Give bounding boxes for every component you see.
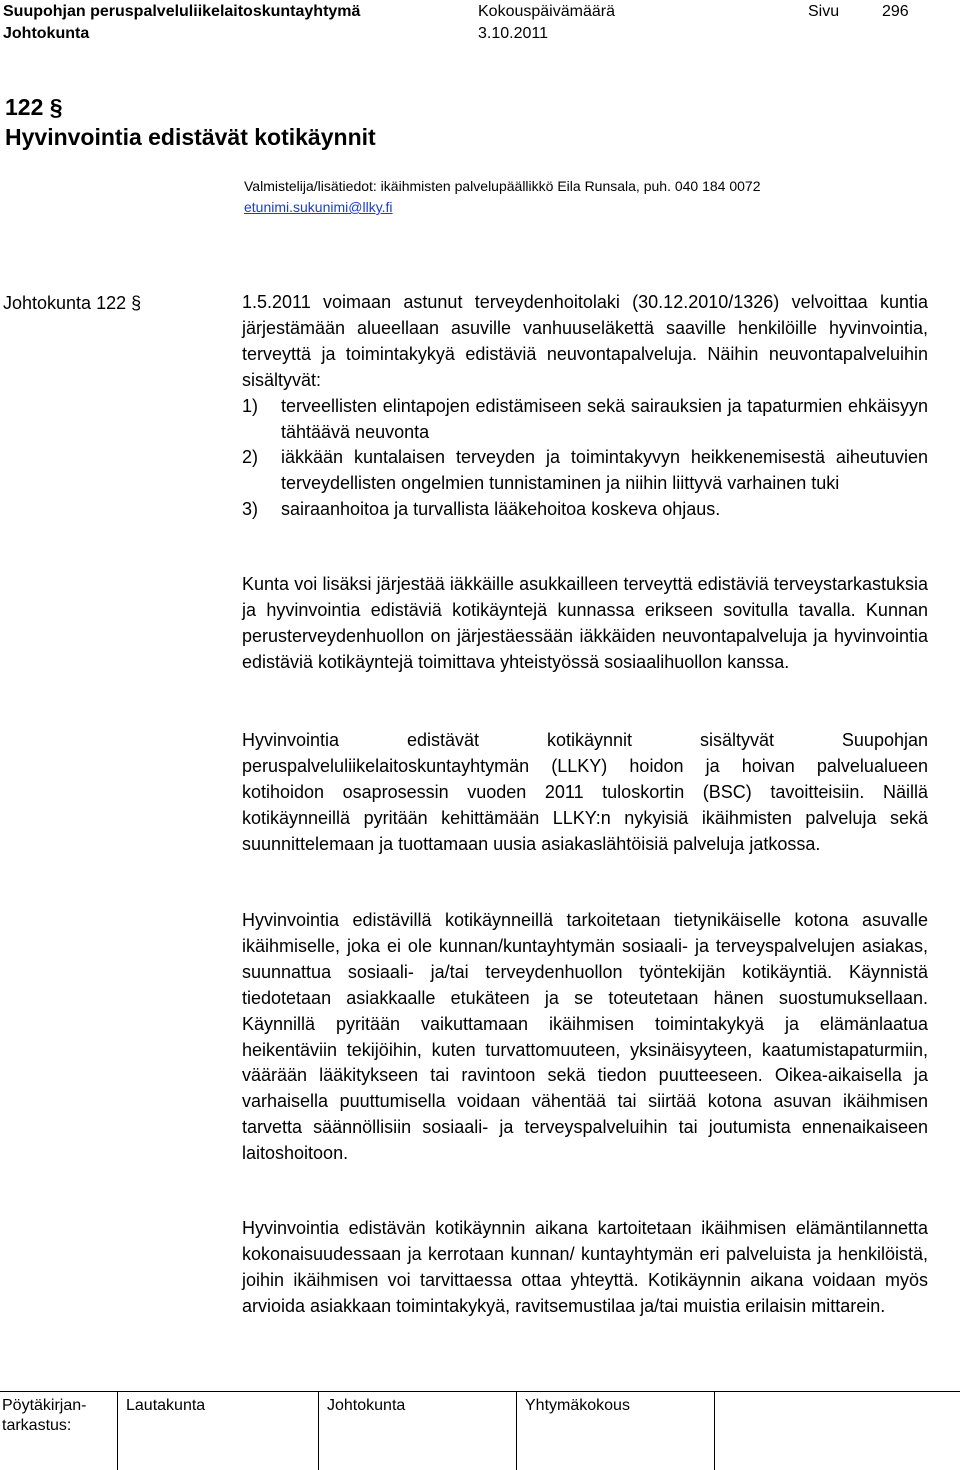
- list-item: [242, 497, 928, 523]
- paragraph-5: Hyvinvointia edistävän kotikäynnin aikana kartoitetaan ikäihmisen elämäntilannetta kokonaisuudessaan ja kerrotaan kunnan/ kuntayhtymän eri palveluista ja henkilöistä, joihin ikäihmisen voi tarvittaessa ottaa yhteyttä. Kotikäynnin aikana voidaan myös arvioida asiakkaan toimintakykyä, ravitsemustilaa ja/tai muistia erilaisin mittarein.: [242, 1218, 928, 1316]
- footer-cell-empty: [715, 1392, 959, 1470]
- paragraph-2: Kunta voi lisäksi järjestää iäkkäille asukkailleen terveyttä edistäviä terveystarkastuksia ja hyvinvointia edistäviä kotikäyntejä kunnassa erikseen sovitulla tavalla. Kunnan perusterveydenhuollon on järjestäessään iäkkäiden neuvontapalveluja ja hyvinvointia edistäviä kotikäyntejä toimittava yhteistyössä sosiaalihuollon kanssa.: [242, 574, 928, 672]
- list-item: [242, 445, 928, 497]
- paragraph-3: Hyvinvointia edistävät kotikäynnit sisältyvät Suupohjan peruspalveluliikelaitoskuntayhtymän (LLKY) hoidon ja hoivan palvelualueen kotihoidon osaprosessin vuoden 2011 tuloskortin (BSC) tavoitteisiin. Näillä kotikäynneillä pyritään kehittämään LLKY:n nykyisiä ikäihmisten palveluja sekä suunnittelemaan ja tuottamaan uusia asiakaslähtöisiä palveluja jatkossa.: [242, 730, 928, 854]
- service-list: [242, 394, 928, 524]
- list-text: terveellisten elintapojen edistämiseen sekä sairauksien ja tapaturmien ehkäisyyn tähtäävä neuvonta: [281, 395, 928, 442]
- organization-name: Suupohjan peruspalveluliikelaitoskuntayhtymä: [3, 3, 361, 20]
- meeting-date: 3.10.2011: [478, 25, 548, 42]
- section-number: 122 §: [5, 94, 63, 120]
- preparer-info: [244, 176, 844, 218]
- page-header: [0, 0, 960, 46]
- list-number: 2): [242, 447, 259, 468]
- section-title: Hyvinvointia edistävät kotikäynnit: [5, 124, 376, 150]
- preparer-email-link[interactable]: etunimi.sukunimi@llky.fi: [244, 199, 393, 215]
- list-text: sairaanhoitoa ja turvallista lääkehoitoa koskeva ohjaus.: [281, 499, 721, 520]
- signature-footer: [0, 1391, 960, 1470]
- footer-board-label: Lautakunta: [126, 1397, 206, 1414]
- footer-review-label: Pöytäkirjan-tarkastus:: [2, 1397, 87, 1434]
- decision-label: Johtokunta 122 §: [3, 293, 142, 313]
- footer-cell-review: [0, 1392, 118, 1470]
- footer-executive-label: Johtokunta: [327, 1397, 406, 1414]
- list-item: [242, 394, 928, 446]
- list-number: 1): [242, 395, 259, 416]
- page-number: 296: [882, 3, 909, 20]
- page-label: Sivu: [808, 3, 840, 20]
- footer-cell-board: [118, 1392, 319, 1470]
- body-name: Johtokunta: [3, 25, 90, 42]
- paragraph-4: Hyvinvointia edistävillä kotikäynneillä tarkoitetaan tietynikäiselle kotona asuvalle ikäihmiselle, joka ei ole kunnan/kuntayhtymän sosiaali- ja terveyspalvelujen asiakas, suunnattua sosiaali- ja/tai terveydenhuollon työntekijän kotikäyntiä. Käynnistä tiedotetaan asiakkaalle etukäteen ja se toteutetaan hänen suostumuksellaan. Käynnillä pyritään vaikuttamaan ikäihmisen toimintakykyä ja elämänlaatua heikentäviin tekijöihin, kuten turvattomuuteen, yksinäisyyteen, kaatumistapaturmiin, väärään lääkitykseen tai ravintoon sekä tiedon puutteeseen. Oikea-aikaisella ja varhaisella puuttumisella voidaan vähentää tai siirtää kotona asuvan ikäihmisen tarvetta säännöllisiin sosiaali- ja terveyspalveluihin tai joutumista ennenaikaiseen laitoshoitoon.: [242, 910, 928, 1164]
- meeting-date-label: Kokouspäivämäärä: [478, 3, 615, 20]
- footer-cell-executive: [319, 1392, 517, 1470]
- footer-assembly-label: Yhtymäkokous: [525, 1397, 630, 1414]
- list-text: iäkkään kuntalaisen terveyden ja toimintakyvyn heikkenemisestä aiheutuvien terveydellisten ongelmien tunnistaminen ja niihin liittyvä varhainen tuki: [281, 447, 928, 494]
- preparer-text: Valmistelija/lisätiedot: ikäihmisten palvelupäällikkö Eila Runsala, puh. 040 184 0072: [244, 178, 761, 194]
- paragraph-1: 1.5.2011 voimaan astunut terveydenhoitolaki (30.12.2010/1326) velvoittaa kuntia järjestämään alueellaan asuville vanhuuseläkettä saaville henkilöille hyvinvointia, terveyttä ja toimintakykyä edistäviä neuvontapalveluja. Näihin neuvontapalveluihin sisältyvät:: [242, 292, 928, 390]
- list-number: 3): [242, 499, 259, 520]
- body-section-1: [242, 290, 928, 523]
- footer-cell-assembly: [517, 1392, 715, 1470]
